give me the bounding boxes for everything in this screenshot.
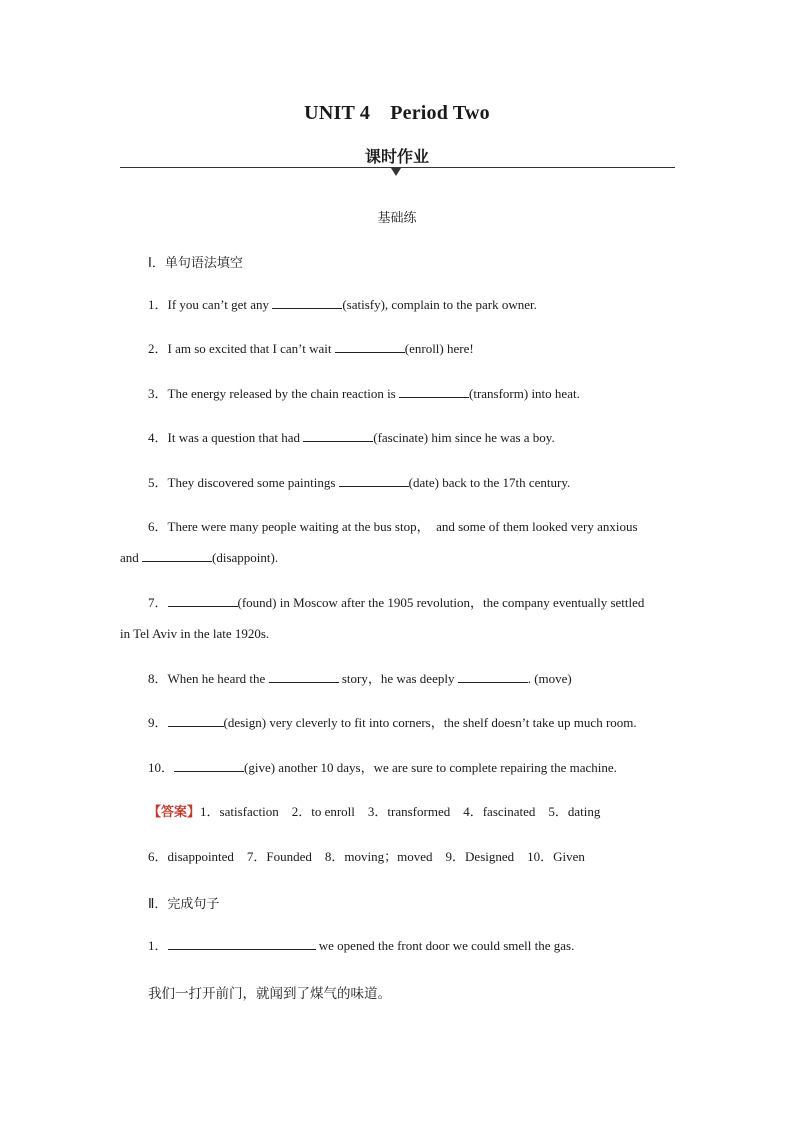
answer-blank [168,937,316,950]
answer-blank [458,670,528,683]
answer-key-line-1: 【答案】1．satisfaction 2．to enroll 3．transformed 4．fascinated 5．dating [148,804,601,820]
sentence-1-chinese: 我们一打开前门，就闻到了煤气的味道。 [148,986,391,1002]
answer-blank [339,474,409,487]
section-heading: 基础练 [377,211,417,226]
question-7-line-1: 7． (found) in Moscow after the 1905 revolution，the company eventually settled [148,595,645,610]
answer-blank [174,759,244,772]
part-two-heading: Ⅱ．完成句子 [148,897,220,912]
answer-tag: 【答案】 [148,805,201,820]
question-8: 8．When he heard the story，he was deeply . (move) [148,671,572,686]
question-5: 5．They discovered some paintings (date) back to the 17th century. [148,475,571,490]
answer-blank [303,429,373,442]
question-1: 1．If you can’t get any (satisfy), complain to the park owner. [148,297,537,312]
question-4: 4．It was a question that had (fascinate) him since he was a boy. [148,430,555,445]
question-6-line-2: and (disappoint). [120,550,279,565]
answer-key-line-2: 6．disappointed 7．Founded 8．moving；moved 9．Designed 10．Given [148,849,585,864]
answer-blank [168,714,224,727]
answer-blank [272,296,342,309]
question-2: 2．I am so excited that I can’t wait (enroll) here! [148,341,474,356]
sentence-1: 1． we opened the front door we could smell the gas. [148,938,575,953]
answer-blank [142,549,212,562]
page-title: UNIT 4 Period Two [304,102,490,124]
answer-blank [168,594,238,607]
question-9: 9． (design) very cleverly to fit into corners，the shelf doesn’t take up much room. [148,715,637,730]
question-6-line-1: 6．There were many people waiting at the bus stop， and some of them looked very anxious [148,519,638,534]
question-10: 10． (give) another 10 days，we are sure to complete repairing the machine. [148,760,617,775]
question-3: 3．The energy released by the chain reaction is (transform) into heat. [148,386,580,401]
answer-blank [399,385,469,398]
triangle-down-icon [391,168,401,176]
answer-blank [335,340,405,353]
part-one-heading: Ⅰ．单句语法填空 [148,256,243,271]
page-subtitle: 课时作业 [364,147,429,166]
answer-blank [269,670,339,683]
question-7-line-2: in Tel Aviv in the late 1920s. [120,626,270,641]
